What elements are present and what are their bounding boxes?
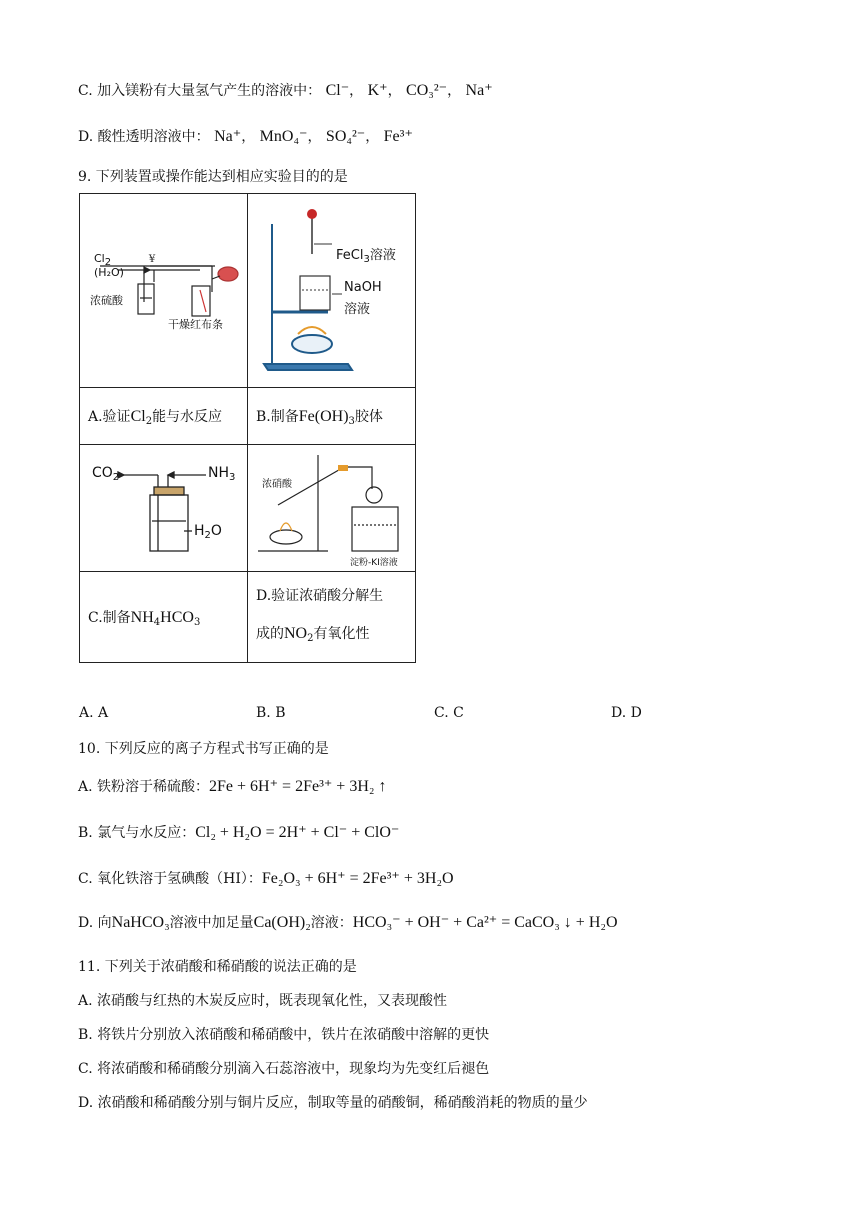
fig-label: 浓硝酸 <box>262 479 292 490</box>
option-text: 溶液： <box>310 915 353 931</box>
q9-option-c[interactable]: C. C <box>434 705 464 721</box>
chem: NaHCO₃ <box>111 914 170 931</box>
q11-option-d[interactable]: D. 浓硝酸和稀硝酸分别与铜片反应，制取等量的硝酸铜，稀硝酸消耗的物质的量少 <box>78 1095 588 1111</box>
caption-c <box>80 572 248 663</box>
fig-label: 淀粉-KI溶液 <box>350 558 398 568</box>
fig-label: Cl <box>94 252 105 265</box>
option-text: B. 氯气与水反应： <box>78 825 196 841</box>
q10-option-a[interactable] <box>78 776 386 796</box>
q9-option-a[interactable]: A. A <box>79 705 109 721</box>
q10-option-c[interactable] <box>78 868 454 888</box>
caption-chem: Fe(OH) <box>298 407 349 425</box>
fig-label: O <box>210 523 222 539</box>
ion: CO₃²⁻ <box>406 82 448 99</box>
option-text: D. 向 <box>78 915 112 931</box>
fig-d-cell <box>248 445 416 572</box>
fig-label: NH <box>208 465 229 481</box>
caption-text: A.验证 <box>88 408 131 425</box>
q9-stem: 9. 下列装置或操作能达到相应实验目的的是 <box>78 169 348 185</box>
fig-label-sub: 2 <box>112 472 120 483</box>
fig-c-cell <box>80 445 248 572</box>
caption-sub: 2 <box>145 415 153 427</box>
fig-a <box>80 194 247 387</box>
fig-label: NaOH <box>344 280 382 295</box>
caption-text: C.制备 <box>88 609 131 626</box>
q9-option-b[interactable]: B. B <box>256 705 286 721</box>
caption-d-line2 <box>256 615 415 658</box>
caption-text: D.验证浓硝酸分解生 <box>256 587 384 604</box>
q8-c-text: C. 加入镁粉有大量氢气产生的溶液中： <box>78 83 322 99</box>
option-text: C. 氧化铁溶于氢碘酸（HI）： <box>78 871 262 887</box>
caption-sub: 4 <box>153 616 161 628</box>
ion: Cl⁻ <box>325 82 350 99</box>
fig-b-cell <box>248 194 416 388</box>
apparatus-b-icon <box>248 194 415 387</box>
fig-label: FeCl <box>336 248 364 263</box>
option-text: 溶液中加足量 <box>169 915 254 931</box>
chem: Ca(OH)₂ <box>253 914 311 931</box>
fig-a-cell <box>80 194 248 388</box>
caption-a <box>80 388 248 445</box>
caption-sub: 2 <box>307 632 314 644</box>
ion: Fe³⁺ <box>383 128 413 145</box>
apparatus-d-icon <box>248 445 415 571</box>
ion: K⁺ <box>367 82 388 99</box>
fig-label: H <box>194 523 205 539</box>
fig-label: 溶液 <box>369 248 396 263</box>
caption-text: B.制备 <box>256 408 299 425</box>
caption-chem: NO <box>284 624 308 642</box>
q11-option-c[interactable]: C. 将浓硝酸和稀硝酸分别滴入石蕊溶液中，现象均为先变红后褪色 <box>78 1061 490 1077</box>
caption-text: 有氧化性 <box>313 625 370 642</box>
apparatus-a-icon <box>80 194 247 387</box>
q10-option-d[interactable] <box>78 912 618 932</box>
equation: Fe₂O₃ + 6H⁺ = 2Fe³⁺ + 3H₂O <box>261 870 454 887</box>
caption-text: 能与水反应 <box>152 408 223 425</box>
fig-label-sub: 3 <box>363 254 370 265</box>
caption-text: 成的 <box>256 625 284 642</box>
q10-stem: 10. 下列反应的离子方程式书写正确的是 <box>78 741 329 757</box>
q11-stem: 11. 下列关于浓硝酸和稀硝酸的说法正确的是 <box>78 959 357 975</box>
q8-d-text: D. 酸性透明溶液中： <box>78 129 210 145</box>
fig-label: (H₂O) <box>94 266 124 279</box>
fig-d <box>248 445 415 571</box>
q8-option-c: C. 加入镁粉有大量氢气产生的溶液中： Cl⁻， K⁺， CO₃²⁻， Na⁺ <box>78 82 493 99</box>
fig-label-sub: 3 <box>229 472 236 483</box>
ion: Na⁺ <box>465 82 493 99</box>
fig-label-sub: 2 <box>104 257 112 268</box>
q9-option-d[interactable]: D. D <box>611 705 642 721</box>
svg-text:¥: ¥ <box>148 254 156 265</box>
fig-label-sub: 2 <box>204 530 211 541</box>
q11-option-a[interactable]: A. 浓硝酸与红热的木炭反应时，既表现氧化性，又表现酸性 <box>78 993 448 1009</box>
equation: 2Fe + 6H⁺ = 2Fe³⁺ + 3H₂ ↑ <box>209 778 387 795</box>
fig-label: 干燥红布条 <box>168 318 223 331</box>
caption-sub: 3 <box>193 616 201 628</box>
fig-c <box>80 445 247 571</box>
apparatus-c-icon <box>80 445 247 571</box>
ion: MnO₄⁻ <box>259 128 308 145</box>
ion: SO₄²⁻ <box>325 128 366 145</box>
q10-option-b[interactable] <box>78 822 399 842</box>
q9-figure-table <box>79 193 416 663</box>
fig-label: CO <box>92 465 113 481</box>
q11-option-b[interactable]: B. 将铁片分别放入浓硝酸和稀硝酸中，铁片在浓硝酸中溶解的更快 <box>78 1027 490 1043</box>
caption-chem: HCO <box>160 608 194 626</box>
caption-chem: NH <box>130 608 154 626</box>
ion: Na⁺ <box>214 128 242 145</box>
fig-label: 浓硫酸 <box>90 294 123 307</box>
fig-label: 溶液 <box>344 302 371 317</box>
caption-b <box>248 388 416 445</box>
caption-sub: 3 <box>348 415 355 427</box>
option-text: A. 铁粉溶于稀硫酸： <box>78 779 210 795</box>
caption-chem: Cl <box>130 407 146 425</box>
equation: HCO₃⁻ + OH⁻ + Ca²⁺ = CaCO₃ ↓ + H₂O <box>352 914 618 931</box>
caption-d <box>248 572 416 663</box>
caption-text: 胶体 <box>354 408 383 425</box>
equation: Cl₂ + H₂O = 2H⁺ + Cl⁻ + ClO⁻ <box>195 824 400 841</box>
q8-option-d: D. 酸性透明溶液中： Na⁺， MnO₄⁻， SO₄²⁻， Fe³⁺ <box>78 128 413 145</box>
fig-b <box>248 194 415 387</box>
